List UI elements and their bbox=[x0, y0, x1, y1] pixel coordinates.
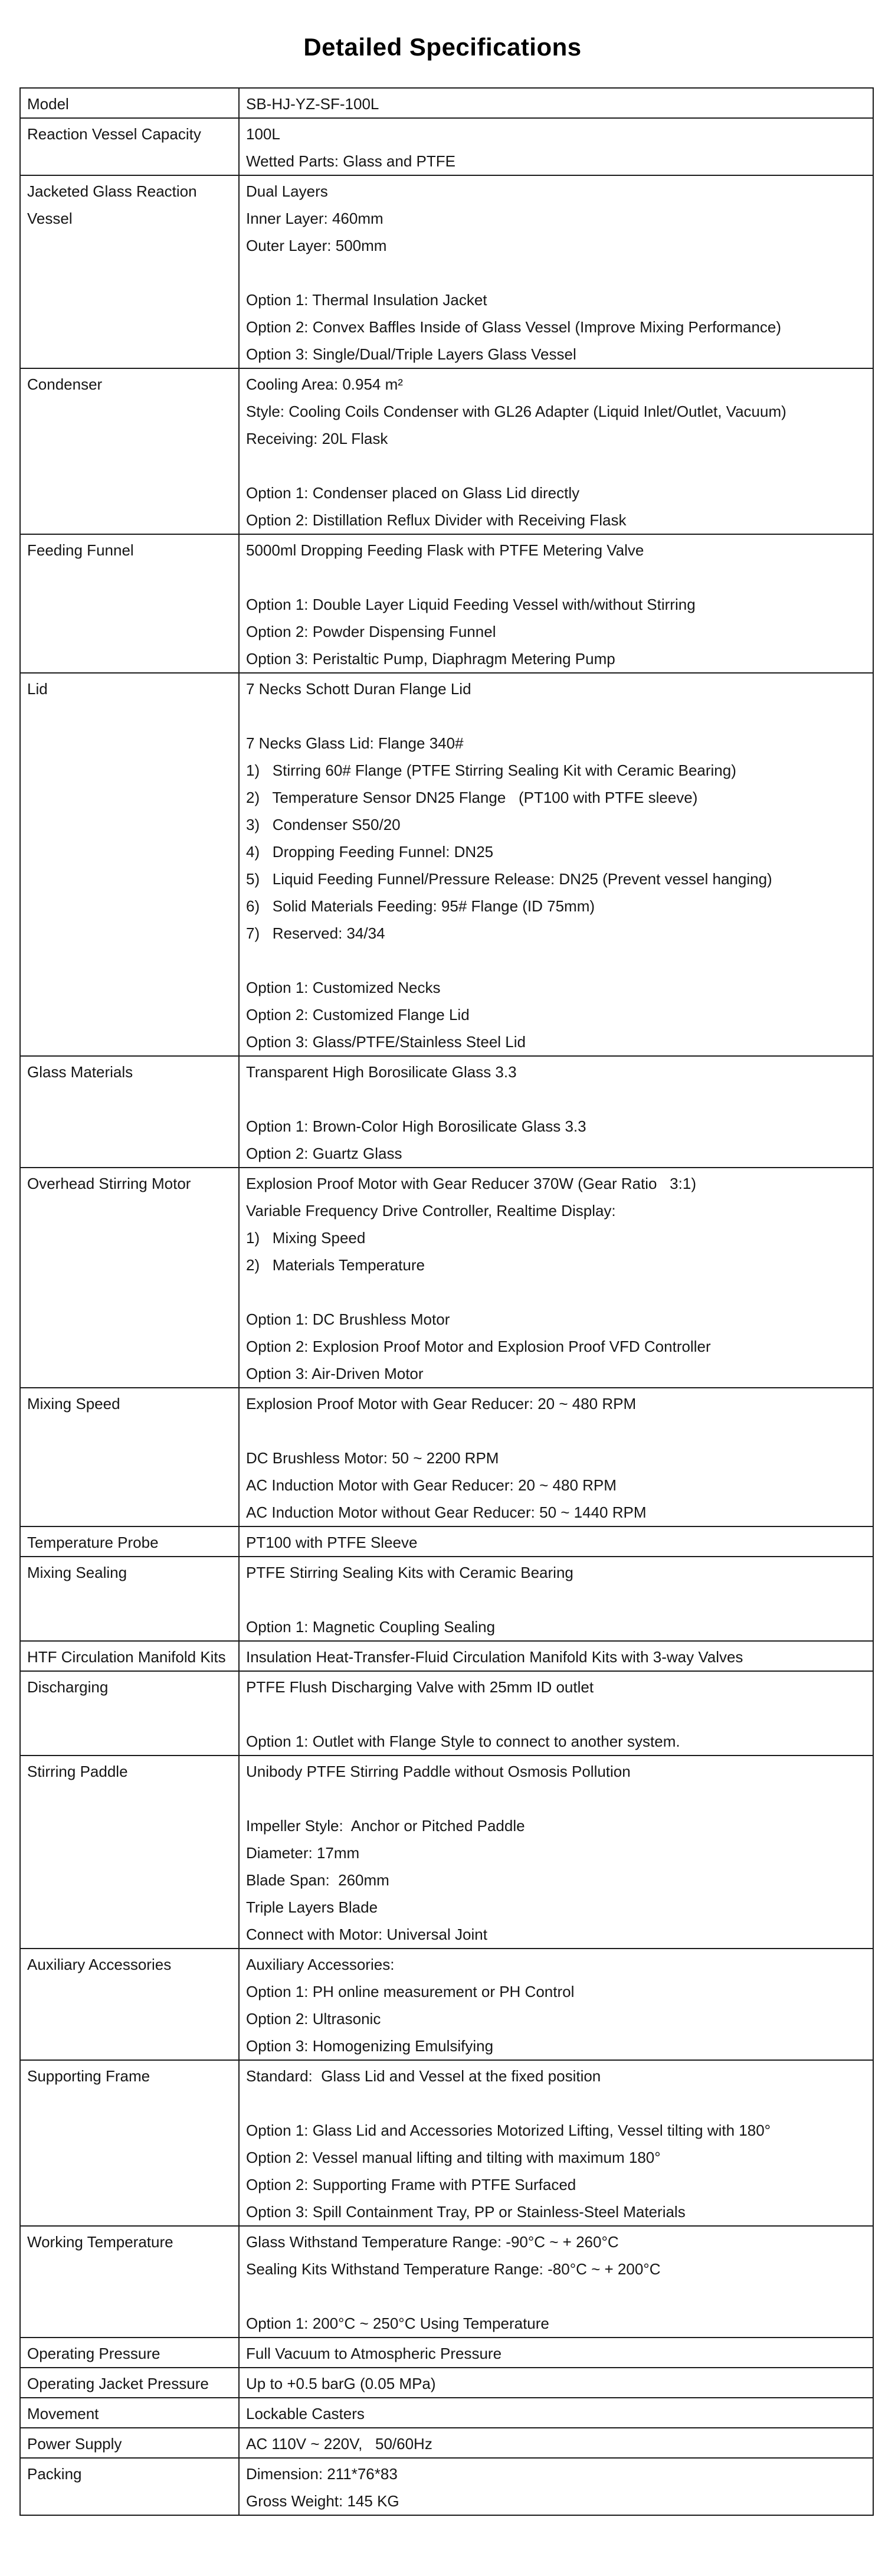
spec-label-cell bbox=[20, 1756, 239, 1949]
spec-line: 7 Necks Glass Lid: Flange 340# bbox=[246, 734, 464, 752]
spec-line: Option 1: Brown-Color High Borosilicate Glass 3.3 bbox=[246, 1117, 586, 1135]
spec-line: Up to +0.5 barG (0.05 MPa) bbox=[246, 2375, 436, 2392]
spec-label: Reaction Vessel Capacity bbox=[27, 125, 201, 143]
table-body bbox=[20, 88, 873, 2515]
spec-line bbox=[246, 1279, 867, 1306]
spec-value-cell bbox=[239, 88, 873, 118]
spec-line: DC Brushless Motor: 50 ~ 2200 RPM bbox=[246, 1449, 499, 1467]
spec-value-cell bbox=[239, 368, 873, 534]
spec-line: Connect with Motor: Universal Joint bbox=[246, 1926, 487, 1943]
spec-line: Option 1: Double Layer Liquid Feeding Vessel with/without Stirring bbox=[246, 596, 696, 613]
spec-value-cell bbox=[239, 1168, 873, 1388]
spec-label-cell bbox=[20, 1526, 239, 1557]
spec-line: Triple Layers Blade bbox=[246, 1898, 378, 1916]
spec-label-cell bbox=[20, 88, 239, 118]
spec-label-cell bbox=[20, 1388, 239, 1526]
spec-value-cell bbox=[239, 2368, 873, 2398]
spec-label: Operating Pressure bbox=[27, 2345, 160, 2362]
table-row bbox=[20, 1949, 873, 2060]
spec-line: Receiving: 20L Flask bbox=[246, 430, 388, 447]
spec-value-cell bbox=[239, 175, 873, 368]
spec-line: Diameter: 17mm bbox=[246, 1844, 360, 1862]
spec-line: 7) Reserved: 34/34 bbox=[246, 924, 385, 942]
spec-line: 5000ml Dropping Feeding Flask with PTFE Metering Valve bbox=[246, 541, 644, 559]
page-title: Detailed Specifications bbox=[303, 33, 582, 61]
spec-line bbox=[246, 2283, 867, 2310]
spec-line: Dimension: 211*76*83 bbox=[246, 2465, 398, 2483]
spec-line: Lockable Casters bbox=[246, 2405, 365, 2423]
spec-value-cell bbox=[239, 1056, 873, 1168]
spec-line: Option 1: Condenser placed on Glass Lid directly bbox=[246, 484, 580, 502]
spec-label: Discharging bbox=[27, 1678, 109, 1696]
spec-line: Blade Span: 260mm bbox=[246, 1871, 389, 1889]
table-row bbox=[20, 175, 873, 368]
specifications-table bbox=[19, 87, 874, 2516]
spec-label-cell bbox=[20, 2338, 239, 2368]
table-row bbox=[20, 1168, 873, 1388]
spec-label: Power Supply bbox=[27, 2435, 122, 2453]
table-row bbox=[20, 368, 873, 534]
table-row bbox=[20, 2428, 873, 2458]
table-row bbox=[20, 2398, 873, 2428]
table-row bbox=[20, 1756, 873, 1949]
spec-label: Movement bbox=[27, 2405, 99, 2423]
spec-line: Option 1: Glass Lid and Accessories Motorized Lifting, Vessel tilting with 180° bbox=[246, 2121, 771, 2139]
spec-label: Model bbox=[27, 95, 69, 113]
spec-label-cell bbox=[20, 2458, 239, 2515]
spec-value-cell bbox=[239, 118, 873, 175]
spec-line: 1) Mixing Speed bbox=[246, 1229, 366, 1247]
spec-label-cell bbox=[20, 673, 239, 1056]
spec-label: Overhead Stirring Motor bbox=[27, 1175, 191, 1192]
spec-line: Impeller Style: Anchor or Pitched Paddle bbox=[246, 1817, 525, 1835]
spec-label-cell bbox=[20, 534, 239, 673]
spec-line: Glass Withstand Temperature Range: -90°C ~ + 260°C bbox=[246, 2233, 619, 2251]
spec-label: Packing bbox=[27, 2465, 82, 2483]
spec-line: Insulation Heat-Transfer-Fluid Circulation Manifold Kits with 3-way Valves bbox=[246, 1648, 743, 1666]
spec-line bbox=[246, 1701, 867, 1728]
spec-value-cell bbox=[239, 1388, 873, 1526]
table-row bbox=[20, 1526, 873, 1557]
spec-line: Option 1: Magnetic Coupling Sealing bbox=[246, 1618, 496, 1636]
spec-label-cell bbox=[20, 1949, 239, 2060]
spec-line: 2) Temperature Sensor DN25 Flange (PT100 with PTFE sleeve) bbox=[246, 789, 698, 806]
table-row bbox=[20, 1557, 873, 1641]
spec-label: HTF Circulation Manifold Kits bbox=[27, 1648, 226, 1666]
spec-label-cell bbox=[20, 2428, 239, 2458]
table-row bbox=[20, 534, 873, 673]
spec-label-cell bbox=[20, 1168, 239, 1388]
spec-line bbox=[246, 1086, 867, 1113]
spec-line: Option 2: Vessel manual lifting and tilting with maximum 180° bbox=[246, 2149, 661, 2166]
spec-value-cell bbox=[239, 2226, 873, 2338]
spec-value-cell bbox=[239, 1526, 873, 1557]
spec-line bbox=[246, 564, 867, 591]
spec-line: Cooling Area: 0.954 m² bbox=[246, 375, 403, 393]
spec-label-cell bbox=[20, 2060, 239, 2226]
spec-line: Option 2: Convex Baffles Inside of Glass Vessel (Improve Mixing Performance) bbox=[246, 318, 782, 336]
spec-line: PTFE Flush Discharging Valve with 25mm ID outlet bbox=[246, 1678, 594, 1696]
spec-label-cell bbox=[20, 1641, 239, 1671]
spec-line: Inner Layer: 460mm bbox=[246, 210, 384, 227]
spec-line: Standard: Glass Lid and Vessel at the fixed position bbox=[246, 2067, 601, 2085]
table-row bbox=[20, 118, 873, 175]
spec-line: Option 3: Glass/PTFE/Stainless Steel Lid bbox=[246, 1033, 526, 1051]
spec-label-cell bbox=[20, 118, 239, 175]
spec-value-cell bbox=[239, 2338, 873, 2368]
spec-line: 3) Condenser S50/20 bbox=[246, 816, 401, 833]
spec-line: 7 Necks Schott Duran Flange Lid bbox=[246, 680, 471, 698]
spec-value-cell bbox=[239, 2398, 873, 2428]
table-row bbox=[20, 1056, 873, 1168]
spec-line: PT100 with PTFE Sleeve bbox=[246, 1534, 418, 1551]
spec-label: Lid bbox=[27, 680, 48, 698]
spec-line: 6) Solid Materials Feeding: 95# Flange (ID 75mm) bbox=[246, 897, 595, 915]
spec-line: AC 110V ~ 220V, 50/60Hz bbox=[246, 2435, 432, 2453]
spec-line: Option 2: Customized Flange Lid bbox=[246, 1006, 470, 1024]
spec-line: 100L bbox=[246, 125, 280, 143]
spec-line bbox=[246, 2090, 867, 2117]
spec-value-cell bbox=[239, 1756, 873, 1949]
spec-label-cell bbox=[20, 1557, 239, 1641]
spec-label: Mixing Speed bbox=[27, 1395, 120, 1413]
spec-line: Full Vacuum to Atmospheric Pressure bbox=[246, 2345, 502, 2362]
spec-line: Explosion Proof Motor with Gear Reducer: 20 ~ 480 RPM bbox=[246, 1395, 637, 1413]
spec-value-cell bbox=[239, 2428, 873, 2458]
spec-line: SB-HJ-YZ-SF-100L bbox=[246, 95, 379, 113]
spec-value-cell bbox=[239, 2458, 873, 2515]
table-row bbox=[20, 1388, 873, 1526]
spec-value-cell bbox=[239, 534, 873, 673]
table-row bbox=[20, 673, 873, 1056]
spec-line bbox=[246, 1586, 867, 1613]
spec-label-cell bbox=[20, 2368, 239, 2398]
table-row bbox=[20, 2060, 873, 2226]
table-row bbox=[20, 2338, 873, 2368]
spec-line: Option 1: Outlet with Flange Style to connect to another system. bbox=[246, 1732, 680, 1750]
spec-line: Wetted Parts: Glass and PTFE bbox=[246, 152, 455, 170]
spec-label: Auxiliary Accessories bbox=[27, 1956, 172, 1973]
spec-line bbox=[246, 259, 867, 286]
spec-line bbox=[246, 452, 867, 479]
spec-line: Explosion Proof Motor with Gear Reducer 370W (Gear Ratio 3:1) bbox=[246, 1175, 696, 1192]
spec-label: Jacketed Glass Reaction Vessel bbox=[27, 182, 197, 227]
spec-line: 5) Liquid Feeding Funnel/Pressure Release: DN25 (Prevent vessel hanging) bbox=[246, 870, 772, 888]
spec-label-cell bbox=[20, 175, 239, 368]
spec-line: Option 3: Spill Containment Tray, PP or Stainless-Steel Materials bbox=[246, 2203, 686, 2221]
table-row bbox=[20, 1641, 873, 1671]
spec-line: Gross Weight: 145 KG bbox=[246, 2492, 399, 2510]
spec-label-cell bbox=[20, 1671, 239, 1756]
spec-label: Working Temperature bbox=[27, 2233, 173, 2251]
spec-line: Style: Cooling Coils Condenser with GL26 Adapter (Liquid Inlet/Outlet, Vacuum) bbox=[246, 403, 786, 420]
spec-value-cell bbox=[239, 1641, 873, 1671]
spec-line: Dual Layers bbox=[246, 182, 328, 200]
table-row bbox=[20, 1671, 873, 1756]
spec-line: Option 1: Customized Necks bbox=[246, 979, 441, 996]
spec-label: Temperature Probe bbox=[27, 1534, 159, 1551]
spec-line: AC Induction Motor with Gear Reducer: 20 ~ 480 RPM bbox=[246, 1476, 617, 1494]
spec-line: Option 3: Single/Dual/Triple Layers Glass Vessel bbox=[246, 345, 576, 363]
spec-line: Option 3: Air-Driven Motor bbox=[246, 1365, 424, 1382]
spec-line: Unibody PTFE Stirring Paddle without Osmosis Pollution bbox=[246, 1763, 631, 1780]
spec-line: 1) Stirring 60# Flange (PTFE Stirring Sealing Kit with Ceramic Bearing) bbox=[246, 761, 736, 779]
spec-label: Mixing Sealing bbox=[27, 1564, 127, 1581]
spec-line: Option 1: 200°C ~ 250°C Using Temperature bbox=[246, 2315, 549, 2332]
spec-line: Option 1: Thermal Insulation Jacket bbox=[246, 291, 487, 309]
table-row bbox=[20, 2368, 873, 2398]
spec-line bbox=[246, 702, 867, 730]
spec-label: Glass Materials bbox=[27, 1063, 133, 1081]
spec-line: Sealing Kits Withstand Temperature Range: -80°C ~ + 200°C bbox=[246, 2260, 661, 2278]
spec-line: Option 1: PH online measurement or PH Control bbox=[246, 1983, 575, 2000]
spec-label-cell bbox=[20, 2398, 239, 2428]
spec-line: Option 1: DC Brushless Motor bbox=[246, 1310, 450, 1328]
spec-line bbox=[246, 947, 867, 974]
spec-label: Stirring Paddle bbox=[27, 1763, 128, 1780]
spec-value-cell bbox=[239, 2060, 873, 2226]
spec-line: Option 2: Explosion Proof Motor and Explosion Proof VFD Controller bbox=[246, 1338, 711, 1355]
spec-value-cell bbox=[239, 1557, 873, 1641]
spec-line: Option 3: Peristaltic Pump, Diaphragm Metering Pump bbox=[246, 650, 615, 668]
spec-label-cell bbox=[20, 368, 239, 534]
spec-line: Option 2: Distillation Reflux Divider with Receiving Flask bbox=[246, 511, 627, 529]
spec-line: AC Induction Motor without Gear Reducer: 50 ~ 1440 RPM bbox=[246, 1503, 647, 1521]
spec-line: Option 3: Homogenizing Emulsifying bbox=[246, 2037, 494, 2055]
spec-line: Variable Frequency Drive Controller, Realtime Display: bbox=[246, 1202, 616, 1220]
table-row bbox=[20, 2458, 873, 2515]
spec-label: Operating Jacket Pressure bbox=[27, 2375, 209, 2392]
spec-line bbox=[246, 1417, 867, 1444]
spec-line: 4) Dropping Feeding Funnel: DN25 bbox=[246, 843, 494, 861]
spec-label: Feeding Funnel bbox=[27, 541, 134, 559]
spec-line: Auxiliary Accessories: bbox=[246, 1956, 395, 1973]
spec-line: Option 2: Supporting Frame with PTFE Surfaced bbox=[246, 2176, 576, 2193]
spec-line: 2) Materials Temperature bbox=[246, 1256, 425, 1274]
spec-line: Outer Layer: 500mm bbox=[246, 237, 387, 254]
spec-line: PTFE Stirring Sealing Kits with Ceramic Bearing bbox=[246, 1564, 573, 1581]
spec-label: Supporting Frame bbox=[27, 2067, 150, 2085]
table-row bbox=[20, 88, 873, 118]
spec-value-cell bbox=[239, 673, 873, 1056]
spec-label-cell bbox=[20, 1056, 239, 1168]
spec-line: Option 2: Guartz Glass bbox=[246, 1145, 402, 1162]
table-row bbox=[20, 2226, 873, 2338]
spec-line: Transparent High Borosilicate Glass 3.3 bbox=[246, 1063, 517, 1081]
spec-label-cell bbox=[20, 2226, 239, 2338]
spec-line bbox=[246, 1785, 867, 1812]
spec-line: Option 2: Powder Dispensing Funnel bbox=[246, 623, 496, 640]
spec-line: Option 2: Ultrasonic bbox=[246, 2010, 381, 2028]
spec-value-cell bbox=[239, 1949, 873, 2060]
spec-value-cell bbox=[239, 1671, 873, 1756]
spec-label: Condenser bbox=[27, 375, 103, 393]
